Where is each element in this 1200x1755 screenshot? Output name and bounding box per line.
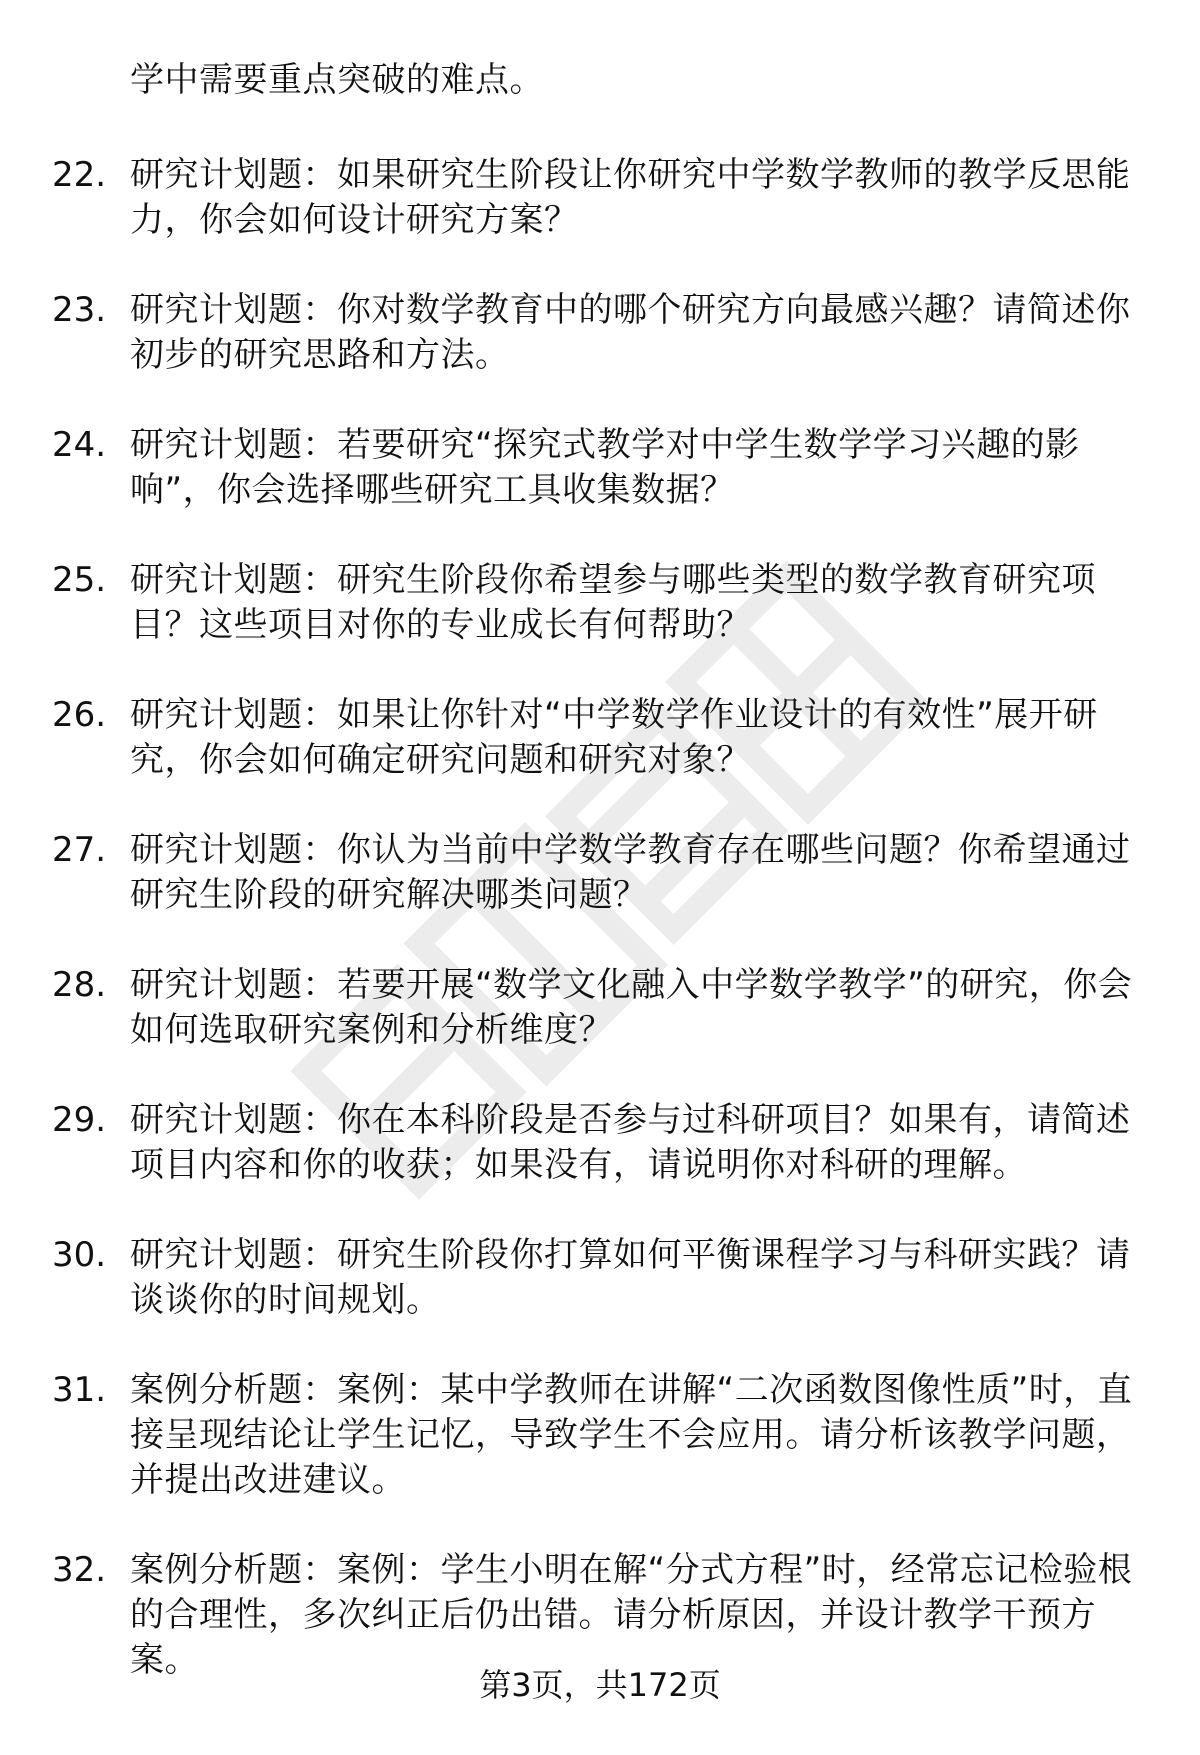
question-text: 研究计划题：你对数学教育中的哪个研究方向最感兴趣？请简述你初步的研究思路和方法。 [130, 290, 1131, 375]
question-content [52, 58, 1152, 1728]
question-item [52, 1098, 1152, 1188]
question-item [52, 1368, 1152, 1503]
question-item [52, 828, 1152, 918]
question-number: 26. [52, 695, 107, 735]
question-text: 研究计划题：如果研究生阶段让你研究中学数学教师的教学反思能力，你会如何设计研究方案？ [130, 155, 1131, 240]
question-item [52, 693, 1152, 783]
question-text: 研究计划题：若要研究“探究式教学对中学生数学学习兴趣的影响”，你会选择哪些研究工具收集数据？ [130, 425, 1080, 510]
question-number: 24. [52, 425, 107, 465]
question-number: 25. [52, 560, 107, 600]
question-number: 30. [52, 1235, 107, 1275]
question-number: 32. [52, 1550, 107, 1590]
question-text: 研究计划题：如果让你针对“中学数学作业设计的有效性”展开研究，你会如何确定研究问题和研究对象？ [130, 695, 1098, 780]
question-number: 29. [52, 1100, 107, 1140]
question-text: 案例分析题：案例：某中学教师在讲解“二次函数图像性质”时，直接呈现结论让学生记忆，导致学生不会应用。请分析该教学问题，并提出改进建议。 [130, 1370, 1133, 1500]
question-item [52, 1233, 1152, 1323]
question-item [52, 963, 1152, 1053]
question-item [52, 153, 1152, 243]
question-number: 27. [52, 830, 107, 870]
question-text: 研究计划题：你在本科阶段是否参与过科研项目？如果有，请简述项目内容和你的收获；如果没有，请说明你对科研的理解。 [130, 1100, 1131, 1185]
question-number: 28. [52, 965, 107, 1005]
question-text: 研究计划题：研究生阶段你打算如何平衡课程学习与科研实践？请谈谈你的时间规划。 [130, 1235, 1131, 1320]
continued-text: 学中需要重点突破的难点。 [130, 60, 544, 100]
question-text: 研究计划题：研究生阶段你希望参与哪些类型的数学教育研究项目？这些项目对你的专业成长有何帮助？ [130, 560, 1096, 645]
question-number: 22. [52, 155, 107, 195]
question-text: 案例分析题：案例：学生小明在解“分式方程”时，经常忘记检验根的合理性，多次纠正后仍出错。请分析原因，并设计教学干预方案。 [130, 1550, 1133, 1680]
question-item [52, 1548, 1152, 1683]
question-item [52, 558, 1152, 648]
question-list [52, 153, 1152, 1683]
question-item [52, 423, 1152, 513]
question-item [52, 288, 1152, 378]
question-number: 23. [52, 290, 107, 330]
question-text: 研究计划题：若要开展“数学文化融入中学数学教学”的研究，你会如何选取研究案例和分析维度？ [130, 965, 1133, 1050]
page-footer: 第3页，共172页 [479, 1666, 721, 1704]
question-number: 31. [52, 1370, 107, 1410]
question-text: 研究计划题：你认为当前中学数学教育存在哪些问题？你希望通过研究生阶段的研究解决哪类问题？ [130, 830, 1131, 915]
